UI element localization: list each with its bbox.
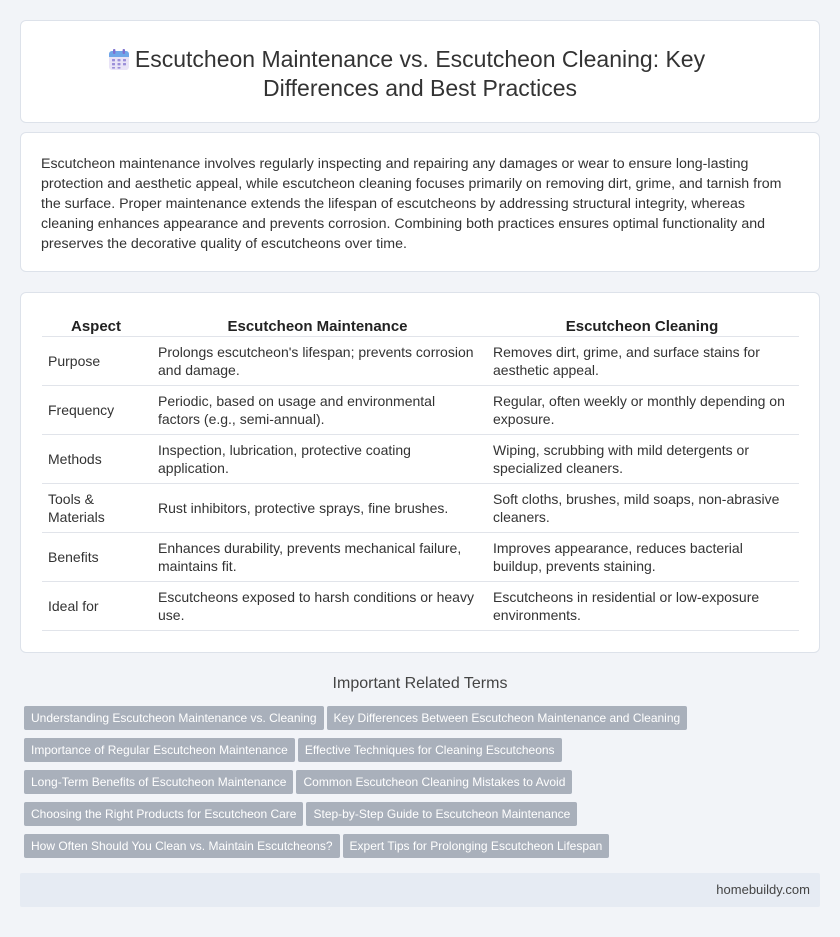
tag-row — [24, 834, 804, 866]
related-term-tag[interactable]: How Often Should You Clean vs. Maintain Escutcheons? — [24, 834, 340, 858]
cell-maintenance: Prolongs escutcheon's lifespan; prevents corrosion and damage. — [150, 337, 485, 386]
cell-aspect: Frequency — [42, 386, 150, 435]
table-row — [42, 386, 799, 435]
cell-cleaning: Removes dirt, grime, and surface stains for aesthetic appeal. — [485, 337, 799, 386]
related-term-tag[interactable]: Effective Techniques for Cleaning Escutcheons — [298, 738, 562, 762]
header-aspect: Aspect — [42, 315, 150, 337]
title-line-2: Differences and Best Practices — [262, 75, 578, 101]
table-row — [42, 582, 799, 631]
title-line-1: Escutcheon Maintenance vs. Escutcheon Cleaning: Key — [134, 46, 706, 72]
cell-cleaning: Escutcheons in residential or low-exposure environments. — [485, 582, 799, 631]
related-term-tag[interactable]: Understanding Escutcheon Maintenance vs. Cleaning — [24, 706, 324, 730]
tag-row — [24, 770, 804, 802]
footer-site-link[interactable]: homebuildy.com — [716, 882, 810, 897]
footer — [20, 873, 820, 907]
related-term-tag[interactable]: Choosing the Right Products for Escutcheon Care — [24, 802, 303, 826]
related-term-tag[interactable]: Expert Tips for Prolonging Escutcheon Lifespan — [343, 834, 610, 858]
related-term-tag[interactable]: Importance of Regular Escutcheon Maintenance — [24, 738, 295, 762]
cell-aspect: Purpose — [42, 337, 150, 386]
cell-maintenance: Enhances durability, prevents mechanical failure, maintains fit. — [150, 533, 485, 582]
related-term-tag[interactable]: Key Differences Between Escutcheon Maintenance and Cleaning — [327, 706, 688, 730]
cell-maintenance: Inspection, lubrication, protective coating application. — [150, 435, 485, 484]
related-term-tag[interactable]: Common Escutcheon Cleaning Mistakes to Avoid — [296, 770, 572, 794]
header-cleaning: Escutcheon Cleaning — [485, 315, 799, 337]
cell-aspect: Benefits — [42, 533, 150, 582]
cell-cleaning: Improves appearance, reduces bacterial buildup, prevents staining. — [485, 533, 799, 582]
table-row — [42, 484, 799, 533]
related-term-tag[interactable]: Step-by-Step Guide to Escutcheon Maintenance — [306, 802, 577, 826]
related-terms-title: Important Related Terms — [332, 675, 508, 692]
intro-paragraph: Escutcheon maintenance involves regularly inspecting and repairing any damages or wear to ensure long-lasting protection and aesthetic appeal, while escutcheon cleaning focuses primarily on removing dirt, grime, and tarnish from the surface. Proper maintenance extends the lifespan of escutcheons by addressing structural integrity, whereas cleaning enhances appearance and prevents corrosion. Combining both practices ensures optimal functionality and preserves the decorative quality of escutcheons over time. — [41, 156, 782, 252]
title-card — [20, 20, 820, 123]
tag-row — [24, 738, 804, 770]
table-header-row — [42, 315, 799, 337]
intro-card — [20, 132, 820, 272]
table-row — [42, 435, 799, 484]
cell-aspect: Tools & Materials — [42, 484, 150, 533]
page-title — [21, 45, 819, 103]
related-terms-list — [24, 706, 804, 866]
tag-row — [24, 802, 804, 834]
cell-aspect: Ideal for — [42, 582, 150, 631]
cell-maintenance: Rust inhibitors, protective sprays, fine brushes. — [150, 484, 485, 533]
header-maintenance: Escutcheon Maintenance — [150, 315, 485, 337]
table-row — [42, 533, 799, 582]
cell-cleaning: Regular, often weekly or monthly depending on exposure. — [485, 386, 799, 435]
cell-cleaning: Soft cloths, brushes, mild soaps, non-abrasive cleaners. — [485, 484, 799, 533]
cell-aspect: Methods — [42, 435, 150, 484]
table-row — [42, 337, 799, 386]
tag-row — [24, 706, 804, 738]
comparison-card — [20, 292, 820, 653]
cell-cleaning: Wiping, scrubbing with mild detergents or specialized cleaners. — [485, 435, 799, 484]
cell-maintenance: Periodic, based on usage and environmental factors (e.g., semi-annual). — [150, 386, 485, 435]
cell-maintenance: Escutcheons exposed to harsh conditions or heavy use. — [150, 582, 485, 631]
comparison-table — [42, 315, 799, 631]
related-term-tag[interactable]: Long-Term Benefits of Escutcheon Maintenance — [24, 770, 293, 794]
